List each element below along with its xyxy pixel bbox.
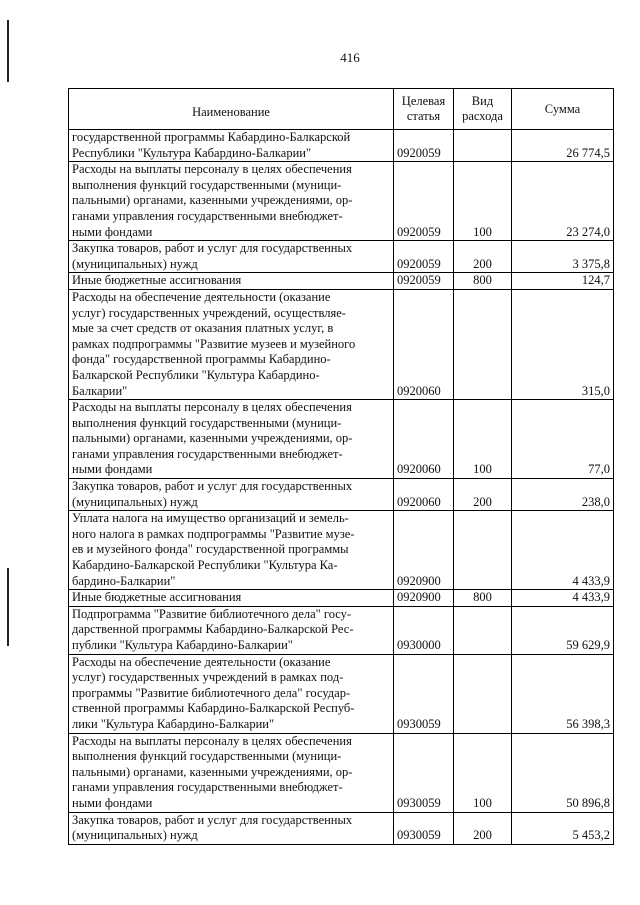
row-target-code-cell: 0930000 <box>394 606 454 654</box>
row-target-code-cell: 0920060 <box>394 479 454 511</box>
table-header-row <box>69 89 614 130</box>
row-sum-cell: 4 433,9 <box>512 511 614 590</box>
row-target-code-cell: 0930059 <box>394 654 454 733</box>
row-name-cell: Закупка товаров, работ и услуг для государственных (муниципальных) нужд <box>69 812 394 844</box>
table-row <box>69 130 614 162</box>
row-target-code-cell: 0930059 <box>394 812 454 844</box>
row-name-cell: Закупка товаров, работ и услуг для государственных (муниципальных) нужд <box>69 479 394 511</box>
table-row <box>69 479 614 511</box>
table-row <box>69 733 614 812</box>
row-expense-kind-cell: 100 <box>454 400 512 479</box>
row-expense-kind-cell: 200 <box>454 479 512 511</box>
header-expense-kind: Вид расхода <box>454 89 512 130</box>
row-target-code-cell: 0930059 <box>394 733 454 812</box>
row-sum-cell: 77,0 <box>512 400 614 479</box>
scan-margin-line-bottom <box>7 568 9 646</box>
row-expense-kind-cell: 200 <box>454 241 512 273</box>
table-row <box>69 590 614 607</box>
header-sum: Сумма <box>512 89 614 130</box>
row-name-cell: Уплата налога на имущество организаций и земель- ного налога в рамках подпрограммы "Развитие музе- ев и музейного фонда" государственной программы Кабардино-Балкарской Республики "Культура Ка- бардино-Балкарии" <box>69 511 394 590</box>
row-name-cell: Расходы на выплаты персоналу в целях обеспечения выполнения функций государственными (муници- пальными) органами, казенными учреждениями, ор- ганами управления государственными внебюджет- ными фондами <box>69 400 394 479</box>
row-expense-kind-cell: 100 <box>454 733 512 812</box>
row-name-cell: Расходы на обеспечение деятельности (оказание услуг) государственных учреждений, осуществляе- мые за счет средств от оказания платных услуг, в рамках подпрограммы "Развитие музеев и музейного фонда" государственной программы Кабардино- Балкарской Республики "Культура Кабардино- Балкарии" <box>69 289 394 399</box>
budget-table <box>68 88 614 845</box>
table-row <box>69 812 614 844</box>
row-target-code-cell: 0920900 <box>394 590 454 607</box>
row-expense-kind-cell <box>454 654 512 733</box>
row-expense-kind-cell: 200 <box>454 812 512 844</box>
table-row <box>69 606 614 654</box>
row-sum-cell: 238,0 <box>512 479 614 511</box>
row-sum-cell: 124,7 <box>512 273 614 290</box>
row-sum-cell: 26 774,5 <box>512 130 614 162</box>
page-number: 416 <box>340 50 360 65</box>
table-row <box>69 654 614 733</box>
table-row <box>69 289 614 399</box>
row-sum-cell: 5 453,2 <box>512 812 614 844</box>
row-name-cell: Расходы на выплаты персоналу в целях обеспечения выполнения функций государственными (муници- пальными) органами, казенными учреждениями, ор- ганами управления государственными внебюджет- ными фондами <box>69 733 394 812</box>
row-sum-cell: 4 433,9 <box>512 590 614 607</box>
row-sum-cell: 59 629,9 <box>512 606 614 654</box>
row-sum-cell: 50 896,8 <box>512 733 614 812</box>
row-expense-kind-cell: 800 <box>454 273 512 290</box>
row-sum-cell: 315,0 <box>512 289 614 399</box>
row-name-cell: Расходы на обеспечение деятельности (оказание услуг) государственных учреждений в рамках под- программы "Развитие библиотечного дела" государ- ственной программы Кабардино-Балкарской Респуб- лики "Культура Кабардино-Балкарии" <box>69 654 394 733</box>
row-sum-cell: 56 398,3 <box>512 654 614 733</box>
table-row <box>69 511 614 590</box>
row-target-code-cell: 0920059 <box>394 130 454 162</box>
row-name-cell: Подпрограмма "Развитие библиотечного дела" госу- дарственной программы Кабардино-Балкарской Рес- публики "Культура Кабардино-Балкарии" <box>69 606 394 654</box>
row-expense-kind-cell <box>454 606 512 654</box>
row-expense-kind-cell <box>454 289 512 399</box>
row-target-code-cell: 0920059 <box>394 241 454 273</box>
row-expense-kind-cell <box>454 511 512 590</box>
row-expense-kind-cell: 800 <box>454 590 512 607</box>
row-name-cell: Расходы на выплаты персоналу в целях обеспечения выполнения функций государственными (муници- пальными) органами, казенными учреждениями, ор- ганами управления государственными внебюджет- ными фондами <box>69 162 394 241</box>
table-row <box>69 162 614 241</box>
row-name-cell: Иные бюджетные ассигнования <box>69 590 394 607</box>
header-target-code: Целевая статья <box>394 89 454 130</box>
row-name-cell: Иные бюджетные ассигнования <box>69 273 394 290</box>
row-expense-kind-cell <box>454 130 512 162</box>
row-sum-cell: 23 274,0 <box>512 162 614 241</box>
row-sum-cell: 3 375,8 <box>512 241 614 273</box>
row-name-cell: государственной программы Кабардино-Балкарской Республики "Культура Кабардино-Балкарии" <box>69 130 394 162</box>
row-target-code-cell: 0920060 <box>394 400 454 479</box>
table-row <box>69 241 614 273</box>
row-expense-kind-cell: 100 <box>454 162 512 241</box>
row-target-code-cell: 0920059 <box>394 162 454 241</box>
row-target-code-cell: 0920060 <box>394 289 454 399</box>
row-target-code-cell: 0920059 <box>394 273 454 290</box>
table-row <box>69 400 614 479</box>
row-target-code-cell: 0920900 <box>394 511 454 590</box>
header-name: Наименование <box>69 89 394 130</box>
row-name-cell: Закупка товаров, работ и услуг для государственных (муниципальных) нужд <box>69 241 394 273</box>
table-row <box>69 273 614 290</box>
